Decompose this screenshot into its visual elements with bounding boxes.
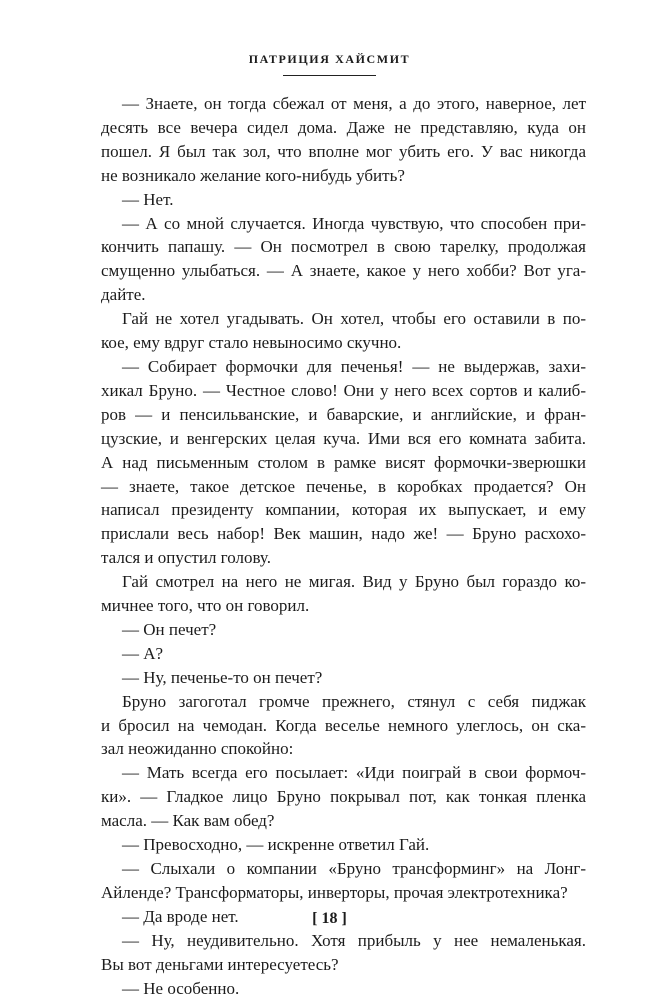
text-line: — Слыхали о компании «Бруно трансформинг» на Лонг-	[122, 859, 586, 878]
text-line: — Собирает формочки для печенья! — не выдержав, захи-	[122, 356, 586, 376]
text-line: зал неожиданно спокойно:	[101, 739, 294, 759]
text-line: А над письменным столом в рамке висят формочки-зверюшки	[101, 452, 586, 472]
text-line: ки». — Гладкое лицо Бруно покрывал пот, как тонкая пленка	[101, 787, 586, 807]
text-line: — Ну, неудивительно. Хотя прибыль у нее немаленькая.	[122, 930, 586, 950]
running-header: ПАТРИЦИЯ ХАЙСМИТ	[248, 52, 411, 66]
text-line: — Не особенно.	[122, 978, 240, 998]
text-line: — Знаете, он тогда сбежал от меня, а до этого, наверное, лет	[122, 94, 586, 113]
text-line: — А со мной случается. Иногда чувствую, что способен при-	[122, 213, 586, 233]
text-line: прислали весь набор! Век машин, надо же! — Бруно расхохо-	[101, 524, 586, 544]
text-line: написал президенту компании, которая их выпускает, и ему	[101, 500, 586, 520]
text-line: не возникало желание кого-нибудь убить?	[101, 165, 405, 185]
body-text	[101, 92, 586, 1000]
text-line: — Он печет?	[122, 619, 217, 639]
text-line: Вы вот деньгами интересуетесь?	[101, 954, 339, 974]
text-line: и бросил на чемодан. Когда веселье немного улеглось, он ска-	[101, 715, 586, 735]
text-line: — А?	[122, 643, 164, 663]
text-line: кончить папашу. — Он посмотрел в свою тарелку, продолжая	[101, 237, 586, 257]
page-number: [ 18 ]	[312, 910, 347, 927]
text-line: цузские, и венгерских целая куча. Ими вся его комната забита.	[101, 428, 586, 448]
text-line: Гай смотрел на него не мигая. Вид у Бруно был гораздо ко-	[122, 572, 586, 592]
text-line: дайте.	[101, 285, 146, 305]
header-rule	[283, 75, 376, 76]
text-line: кое, ему вдруг стало невыносимо скучно.	[101, 333, 402, 353]
text-line: — знаете, такое детское печенье, в коробках продается? Он	[101, 476, 586, 496]
text-line: Бруно загоготал громче прежнего, стянул с себя пиджак	[122, 691, 586, 711]
text-line: Гай не хотел угадывать. Он хотел, чтобы его оставили в по-	[122, 309, 586, 329]
text-line: — Превосходно, — искренне ответил Гай.	[122, 835, 430, 855]
text-line: — Ну, печенье-то он печет?	[122, 667, 323, 687]
text-line: ров — и пенсильванские, и баварские, и английские, и фран-	[101, 404, 586, 424]
text-line: — Мать всегда его посылает: «Иди поиграй в свои формоч-	[122, 763, 586, 783]
text-line: хикал Бруно. — Честное слово! Они у него всех сортов и калиб-	[101, 380, 586, 400]
text-line: десять все вечера сидел дома. Даже не представляю, куда он	[101, 117, 586, 137]
text-line: масла. — Как вам обед?	[101, 811, 275, 831]
text-line: — Нет.	[122, 189, 174, 209]
text-line: мичнее того, что он говорил.	[101, 596, 310, 616]
text-line: тался и опустил голову.	[101, 548, 271, 568]
text-line: Айленде? Трансформаторы, инверторы, прочая электротехника?	[101, 882, 568, 902]
text-line: смущенно улыбаться. — А знаете, какое у него хобби? Вот уга-	[101, 261, 586, 281]
text-line: пошел. Я был так зол, что вполне мог убить его. У вас никогда	[101, 141, 586, 161]
text-line: — Да вроде нет.	[122, 906, 239, 926]
